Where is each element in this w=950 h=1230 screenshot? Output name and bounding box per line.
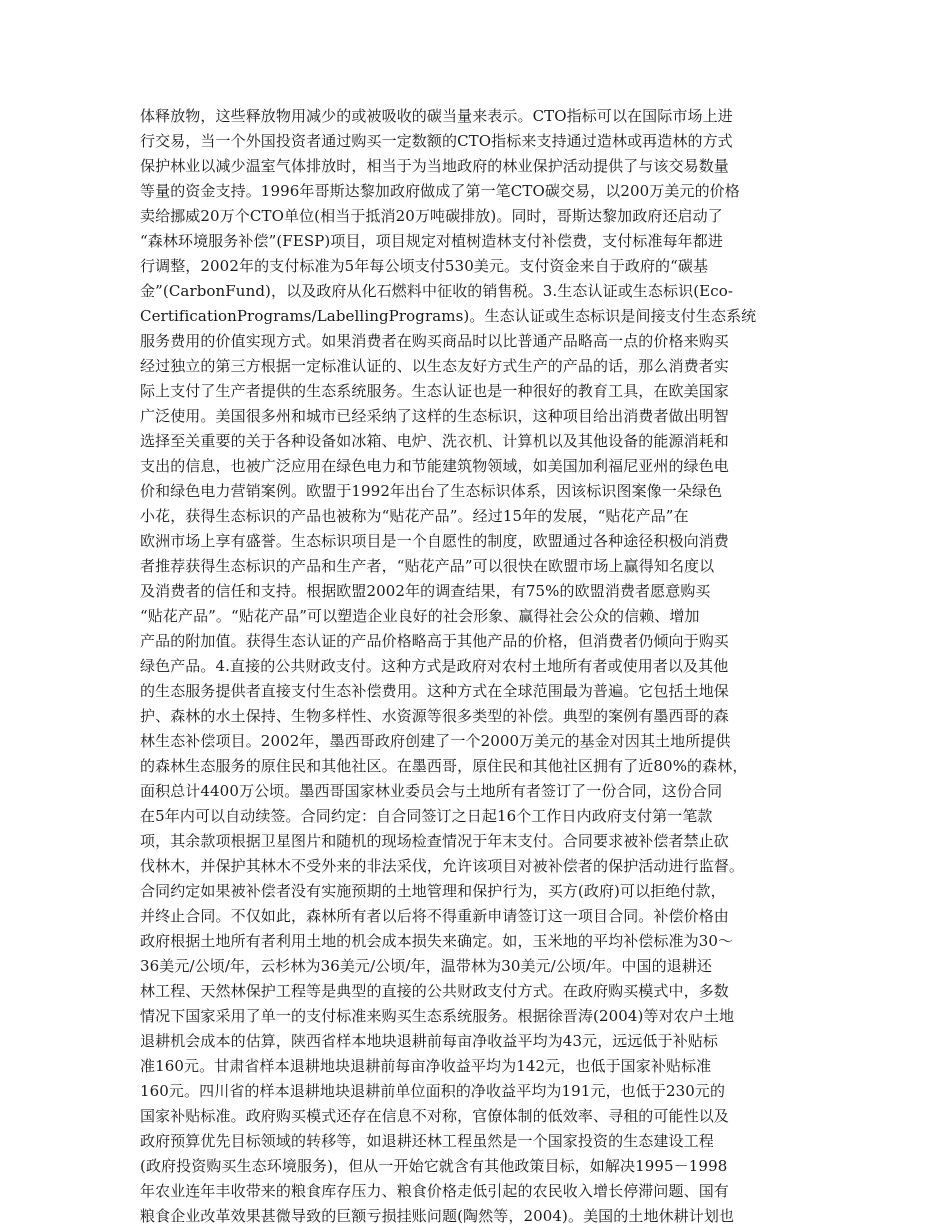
text-line: 欧洲市场上享有盛誉。生态标识项目是一个自愿性的制度，欧盟通过各种途径积极向消费	[140, 532, 729, 550]
text-line: 卖给挪威20万个CTO单位(相当于抵消20万吨碳排放)。同时，哥斯达黎加政府还启动了	[140, 207, 723, 225]
text-line: 国家补贴标准。政府购买模式还存在信息不对称，官僚体制的低效率、寻租的可能性以及	[140, 1107, 729, 1125]
text-line: 及消费者的信任和支持。根据欧盟2002年的调查结果，有75%的欧盟消费者愿意购买	[140, 582, 711, 600]
text-line: CertificationPrograms/LabellingPrograms)。生态认证或生态标识是间接支付生态系统	[140, 307, 757, 325]
text-line: 并终止合同。不仅如此，森林所有者以后将不得重新申请签订这一项目合同。补偿价格由	[140, 907, 729, 925]
text-line: 的森林生态服务的原住民和其他社区。在墨西哥，原住民和其他社区拥有了近80%的森林，	[140, 757, 748, 775]
text-line: “贴花产品”。“贴花产品”可以塑造企业良好的社会形象、赢得社会公众的信赖、增加	[140, 607, 700, 625]
text-line: 准160元。甘肃省样本退耕地块退耕前每亩净收益平均为142元，也低于国家补贴标准	[140, 1057, 712, 1075]
text-line: 年农业连年丰收带来的粮食库存压力、粮食价格走低引起的农民收入增长停滞问题、国有	[140, 1182, 729, 1200]
text-line: 等量的资金支持。1996年哥斯达黎加政府做成了第一笔CTO碳交易，以200万美元的价格	[140, 182, 740, 200]
text-line: 护、森林的水土保持、生物多样性、水资源等很多类型的补偿。典型的案例有墨西哥的森	[140, 707, 729, 725]
text-line: (政府投资购买生态环境服务)，但从一开始它就含有其他政策目标，如解决1995－1998	[140, 1157, 728, 1175]
text-line: 粮食企业改革效果甚微导致的巨额亏损挂账问题(陶然等，2004)。美国的土地休耕计划也	[140, 1207, 735, 1225]
text-line: 广泛使用。美国很多州和城市已经采纳了这样的生态标识，这种项目给出消费者做出明智	[140, 407, 729, 425]
text-line: 者推荐获得生态标识的产品和生产者，“贴花产品”可以很快在欧盟市场上赢得知名度以	[140, 557, 715, 575]
text-line: 面积总计4400万公顷。墨西哥国家林业委员会与土地所有者签订了一份合同，这份合同	[140, 782, 723, 800]
text-line: 际上支付了生产者提供的生态系统服务。生态认证也是一种很好的教育工具，在欧美国家	[140, 382, 729, 400]
text-line: 林工程、天然林保护工程等是典型的直接的公共财政支付方式。在政府购买模式中，多数	[140, 982, 729, 1000]
text-line: 退耕机会成本的估算，陕西省样本地块退耕前每亩净收益平均为43元，远远低于补贴标	[140, 1032, 718, 1050]
text-line: 在5年内可以自动续签。合同约定：自合同签订之日起16个工作日内政府支付第一笔款	[140, 807, 713, 825]
text-line: 项，其余款项根据卫星图片和随机的现场检查情况于年末支付。合同要求被补偿者禁止砍	[140, 832, 729, 850]
text-line: “森林环境服务补偿”(FESP)项目，项目规定对植树造林支付补偿费，支付标准每年都进	[140, 232, 723, 250]
text-line: 林生态补偿项目。2002年，墨西哥政府创建了一个2000万美元的基金对因其土地所提供	[140, 732, 731, 750]
text-line: 支出的信息，也被广泛应用在绿色电力和节能建筑物领域，如美国加利福尼亚州的绿色电	[140, 457, 729, 475]
text-line: 160元。四川省的样本退耕地块退耕前单位面积的净收益平均为191元，也低于230元的	[140, 1082, 726, 1100]
text-line: 服务费用的价值实现方式。如果消费者在购买商品时以比普通产品略高一点的价格来购买	[140, 332, 729, 350]
text-line: 经过独立的第三方根据一定标准认证的、以生态友好方式生产的产品的话，那么消费者实	[140, 357, 729, 375]
text-line: 的生态服务提供者直接支付生态补偿费用。这种方式在全球范围最为普遍。它包括土地保	[140, 682, 729, 700]
text-line: 选择至关重要的关于各种设备如冰箱、电炉、洗衣机、计算机以及其他设备的能源消耗和	[140, 432, 729, 450]
text-line: 小花，获得生态标识的产品也被称为“贴花产品”。经过15年的发展，“贴花产品”在	[140, 507, 689, 525]
text-line: 情况下国家采用了单一的支付标准来购买生态系统服务。根据徐晋涛(2004)等对农户土地	[140, 1007, 735, 1025]
text-line: 体释放物，这些释放物用减少的或被吸收的碳当量来表示。CTO指标可以在国际市场上进	[140, 107, 733, 125]
body-text	[140, 104, 820, 1229]
text-line: 价和绿色电力营销案例。欧盟于1992年出台了生态标识体系，因该标识图案像一朵绿色	[140, 482, 723, 500]
text-line: 保护林业以减少温室气体排放时，相当于为当地政府的林业保护活动提供了与该交易数量	[140, 157, 729, 175]
text-line: 政府根据土地所有者利用土地的机会成本损失来确定。如，玉米地的平均补偿标准为30～	[140, 932, 734, 950]
text-line: 36美元/公顷/年，云杉林为36美元/公顷/年，温带林为30美元/公顷/年。中国的退耕还	[140, 957, 712, 975]
text-line: 合同约定如果被补偿者没有实施预期的土地管理和保护行为，买方(政府)可以拒绝付款，	[140, 882, 726, 900]
text-line: 行调整，2002年的支付标准为5年每公顷支付530美元。支付资金来自于政府的“碳基	[140, 257, 709, 275]
text-line: 伐林木，并保护其林木不受外来的非法采伐，允许该项目对被补偿者的保护活动进行监督。	[140, 857, 745, 875]
text-line: 政府预算优先目标领域的转移等，如退耕还林工程虽然是一个国家投资的生态建设工程	[140, 1132, 714, 1150]
text-line: 行交易，当一个外国投资者通过购买一定数额的CTO指标来支持通过造林或再造林的方式	[140, 132, 733, 150]
text-line: 产品的附加值。获得生态认证的产品价格略高于其他产品的价格，但消费者仍倾向于购买	[140, 632, 729, 650]
text-line: 金”(CarbonFund)，以及政府从化石燃料中征收的销售税。3.生态认证或生态标识(Eco-	[140, 282, 734, 300]
text-line: 绿色产品。4.直接的公共财政支付。这种方式是政府对农村土地所有者或使用者以及其他	[140, 657, 729, 675]
